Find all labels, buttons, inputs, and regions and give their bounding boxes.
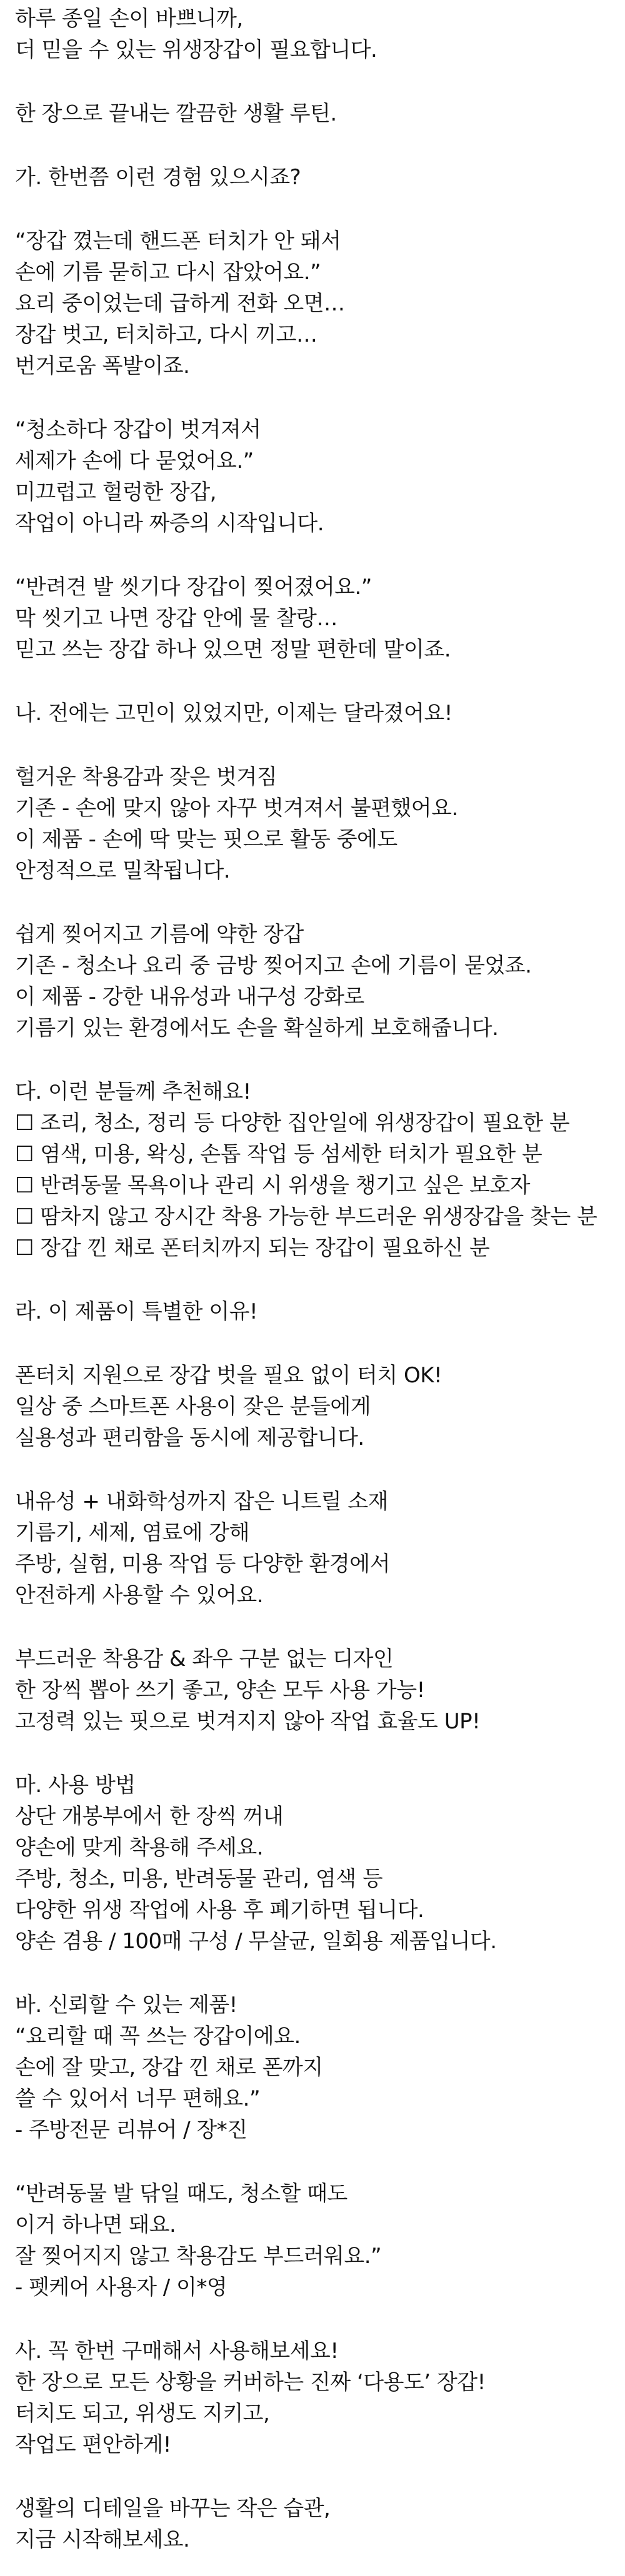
paragraph-block: [15, 1989, 610, 2146]
paragraph-gap: [15, 1611, 610, 1643]
text-line: 안정적으로 밀착됩니다.: [15, 858, 231, 883]
paragraph-gap: [15, 729, 610, 761]
paragraph-block: [15, 698, 610, 729]
text-line: 작업도 편안하게!: [15, 2432, 171, 2457]
paragraph-block: [15, 414, 610, 539]
text-line: 나. 전에는 고민이 있었지만, 이제는 달라졌어요!: [15, 701, 452, 726]
text-line: 양손 겸용 / 100매 구성 / 무살균, 일회용 제품입니다.: [15, 1929, 497, 1954]
paragraph-block: [15, 3, 610, 66]
text-line: “장갑 꼈는데 핸드폰 터치가 안 돼서: [15, 229, 341, 254]
text-line: 하루 종일 손이 바쁘니까,: [15, 6, 243, 31]
text-line: 실용성과 편리함을 동시에 제공합니다.: [15, 1425, 364, 1450]
text-line: 손에 기름 묻히고 다시 잡았어요.”: [15, 260, 321, 285]
text-line: 장갑 벗고, 터치하고, 다시 끼고…: [15, 322, 318, 347]
text-line: 쓸 수 있어서 너무 편해요.”: [15, 2086, 261, 2111]
text-line: 주방, 청소, 미용, 반려동물 관리, 염색 등: [15, 1866, 383, 1891]
paragraph-block: [15, 162, 610, 193]
text-line: 기존 - 손에 맞지 않아 자꾸 벗겨져서 불편했어요.: [15, 796, 458, 821]
text-line: 안전하게 사용할 수 있어요.: [15, 1583, 264, 1608]
paragraph-gap: [15, 66, 610, 98]
text-line: 기존 - 청소나 요리 중 금방 찢어지고 손에 기름이 묻었죠.: [15, 953, 532, 978]
paragraph-block: [15, 919, 610, 1044]
paragraph-block: [15, 1296, 610, 1327]
text-line: 손에 잘 맞고, 장갑 낀 채로 폰까지: [15, 2055, 323, 2080]
paragraph-gap: [15, 1957, 610, 1989]
text-line: 헐거운 착용감과 잦은 벗겨짐: [15, 765, 278, 790]
paragraph-gap: [15, 382, 610, 414]
paragraph-block: [15, 1643, 610, 1737]
text-line: 번거로움 폭발이죠.: [15, 354, 190, 379]
text-line: ☐ 조리, 청소, 정리 등 다양한 집안일에 위생장갑이 필요한 분: [15, 1111, 570, 1136]
text-line: - 주방전문 리뷰어 / 장*진: [15, 2118, 248, 2143]
text-line: ☐ 장갑 낀 채로 폰터치까지 되는 장갑이 필요하신 분: [15, 1236, 490, 1261]
paragraph-block: [15, 2336, 610, 2460]
text-line: “요리할 때 꼭 쓰는 장갑이에요.: [15, 2024, 301, 2049]
text-line: 주방, 실험, 미용 작업 등 다양한 환경에서: [15, 1552, 390, 1577]
text-line: 바. 신뢰할 수 있는 제품!: [15, 1993, 238, 2018]
text-line: 요리 중이었는데 급하게 전화 오면…: [15, 291, 345, 316]
paragraph-block: [15, 2493, 610, 2555]
text-line: 잘 찢어지지 않고 착용감도 부드러워요.”: [15, 2244, 382, 2269]
text-line: 이 제품 - 손에 딱 맞는 핏으로 활동 중에도: [15, 827, 398, 852]
paragraph-block: [15, 1360, 610, 1454]
text-line: 다. 이런 분들께 추천해요!: [15, 1079, 251, 1104]
text-line: 기름기 있는 환경에서도 손을 확실하게 보호해줍니다.: [15, 1016, 499, 1041]
paragraph-gap: [15, 129, 610, 162]
paragraph-block: [15, 98, 610, 129]
text-line: “반려견 발 씻기다 장갑이 찢어졌어요.”: [15, 575, 372, 600]
paragraph-gap: [15, 886, 610, 919]
paragraph-gap: [15, 2460, 610, 2493]
text-line: 한 장으로 모든 상황을 커버하는 진짜 ‘다용도’ 장갑!: [15, 2370, 486, 2395]
text-line: 일상 중 스마트폰 사용이 잦은 분들에게: [15, 1394, 371, 1419]
text-line: “청소하다 장갑이 벗겨져서: [15, 417, 261, 442]
text-line: 한 장으로 끝내는 깔끔한 생활 루틴.: [15, 101, 337, 126]
text-line: “반려동물 발 닦일 때도, 청소할 때도: [15, 2181, 348, 2206]
text-line: ☐ 반려동물 목욕이나 관리 시 위생을 챙기고 싶은 보호자: [15, 1173, 531, 1198]
paragraph-block: [15, 225, 610, 382]
text-line: 기름기, 세제, 염료에 강해: [15, 1520, 249, 1545]
text-line: 세제가 손에 다 묻었어요.”: [15, 448, 254, 473]
paragraph-gap: [15, 1327, 610, 1360]
paragraph-gap: [15, 1454, 610, 1486]
paragraph-block: [15, 572, 610, 665]
text-line: 고정력 있는 핏으로 벗겨지지 않아 작업 효율도 UP!: [15, 1709, 481, 1734]
paragraph-gap: [15, 1264, 610, 1296]
paragraph-gap: [15, 665, 610, 698]
paragraph-gap: [15, 1737, 610, 1770]
text-line: 막 씻기고 나면 장갑 안에 물 찰랑…: [15, 606, 338, 631]
text-line: ☐ 염색, 미용, 왁싱, 손톱 작업 등 섬세한 터치가 필요한 분: [15, 1142, 542, 1167]
text-line: 다양한 위생 작업에 사용 후 폐기하면 됩니다.: [15, 1898, 424, 1923]
text-line: 라. 이 제품이 특별한 이유!: [15, 1299, 258, 1324]
text-line: - 펫케어 사용자 / 이*영: [15, 2275, 228, 2300]
text-line: 한 장씩 뽑아 쓰기 좋고, 양손 모두 사용 가능!: [15, 1678, 425, 1703]
text-line: 믿고 쓰는 장갑 하나 있으면 정말 편한데 말이죠.: [15, 637, 451, 662]
paragraph-block: [15, 2178, 610, 2303]
text-line: 작업이 아니라 짜증의 시작입니다.: [15, 511, 324, 536]
paragraph-gap: [15, 2146, 610, 2178]
text-line: 가. 한번쯤 이런 경험 있으시죠?: [15, 165, 301, 190]
paragraph-gap: [15, 1044, 610, 1076]
text-line: 터치도 되고, 위생도 지키고,: [15, 2401, 270, 2426]
paragraph-block: [15, 761, 610, 886]
paragraph-gap: [15, 193, 610, 225]
text-line: 마. 사용 방법: [15, 1773, 136, 1798]
text-line: 상단 개봉부에서 한 장씩 꺼내: [15, 1804, 284, 1829]
text-line: 내유성 + 내화학성까지 잡은 니트릴 소재: [15, 1489, 389, 1514]
text-line: 생활의 디테일을 바꾸는 작은 습관,: [15, 2496, 331, 2521]
text-line: 지금 시작해보세요.: [15, 2527, 190, 2552]
paragraph-block: [15, 1076, 610, 1264]
paragraph-gap: [15, 539, 610, 572]
text-line: 부드러운 착용감 & 좌우 구분 없는 디자인: [15, 1647, 394, 1672]
paragraph-gap: [15, 2303, 610, 2336]
text-line: 이 제품 - 강한 내유성과 내구성 강화로: [15, 984, 364, 1009]
paragraph-block: [15, 1770, 610, 1957]
text-line: 이거 하나면 돼요.: [15, 2212, 176, 2237]
text-line: 쉽게 찢어지고 기름에 약한 장갑: [15, 922, 304, 947]
text-line: 사. 꼭 한번 구매해서 사용해보세요!: [15, 2339, 339, 2364]
text-line: 폰터치 지원으로 장갑 벗을 필요 없이 터치 OK!: [15, 1363, 442, 1388]
text-line: 미끄럽고 헐렁한 장갑,: [15, 480, 217, 505]
text-line: 더 믿을 수 있는 위생장갑이 필요합니다.: [15, 37, 378, 62]
paragraph-block: [15, 1486, 610, 1611]
text-line: ☐ 땀차지 않고 장시간 착용 가능한 부드러운 위생장갑을 찾는 분: [15, 1204, 598, 1229]
text-line: 양손에 맞게 착용해 주세요.: [15, 1835, 264, 1860]
